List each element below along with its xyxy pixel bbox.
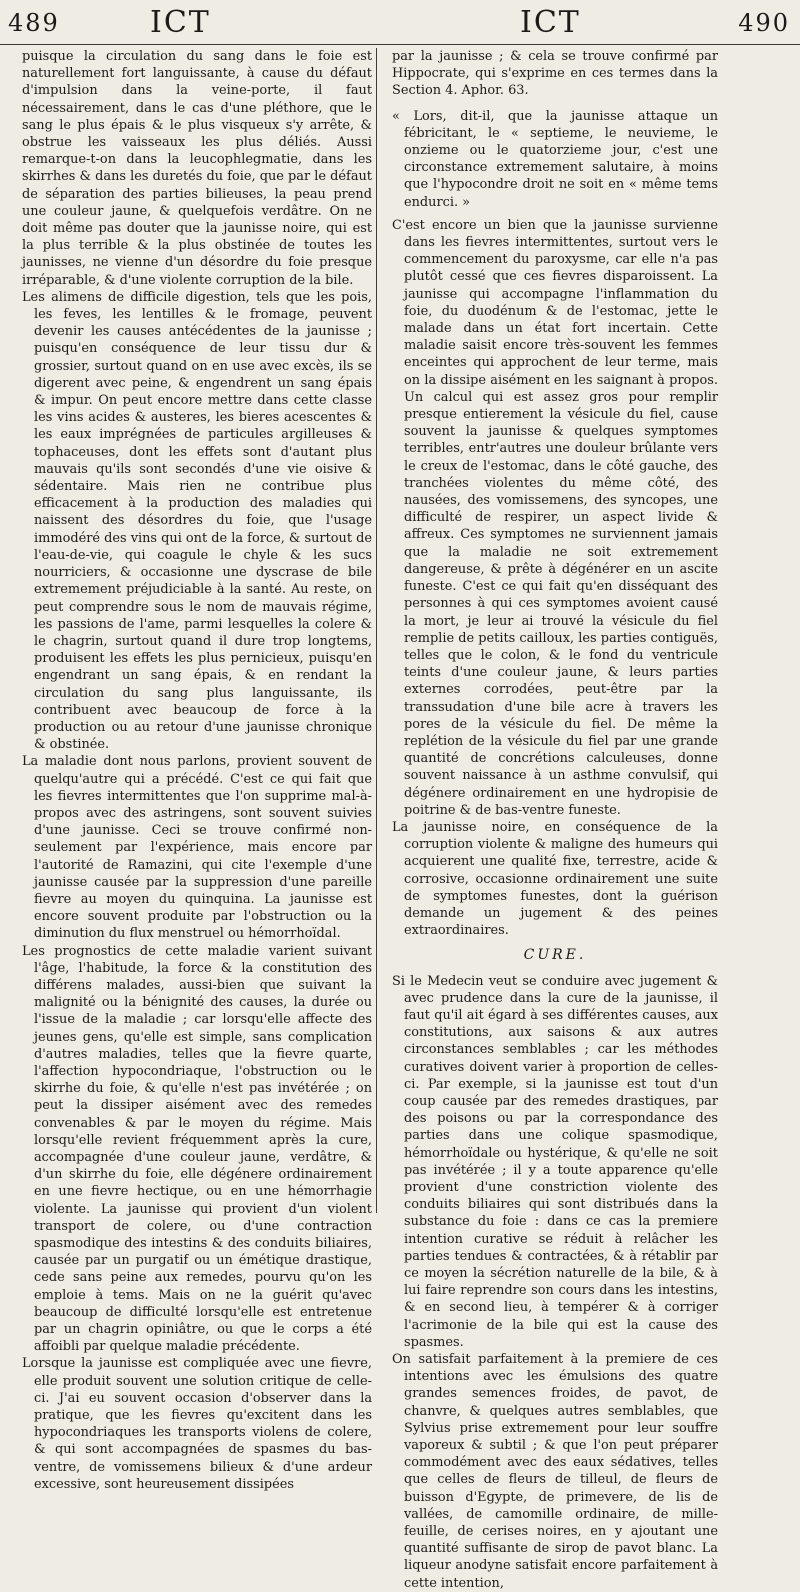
page-header: [0, 4, 800, 45]
left-page-number: 489: [8, 9, 60, 37]
right-page-number: 490: [738, 9, 790, 37]
left-paragraph-1: puisque la circulation du sang dans le foie est naturellement fort languissante, à cause du défaut d'impulsion dans la veine-porte, il faut nécessairement, dans le cas d'une pléthore, que le sang le plus épais & le plus visqueux s'y arrête, & obstrue les vaisseaux les plus déliés. Aussi remarque-t-on dans la leucophlegmatie, dans les skirrhes & dans les duretés du foie, que par le défaut de séparation des parties bilieuses, la peau prend une couleur jaune, & quelquefois verdâtre. On ne doit même pas douter que la jaunisse noire, qui est la plus terrible & la plus obstinée de toutes les jaunisses, ne vienne d'un désordre du foie presque irréparable, & d'une violente corruption de la bile.: [22, 49, 372, 288]
left-paragraph-2: Les alimens de difficile digestion, tels que les pois, les feves, les lentilles & le fromage, peuvent devenir les causes antécédentes de la jaunisse ; puisqu'en conséquence de leur tissu dur & grossier, surtout quand on en use avec excès, ils se digerent avec peine, & engendrent un sang épais & impur. On peut encore mettre dans cette classe les vins acides & austeres, les bieres acescentes & les eaux imprégnées de particules argilleuses & tophaceuses, dont les effets sont d'autant plus mauvais qu'ils sont secondés d'une vie oisive & sédentaire. Mais rien ne contribue plus efficacement à la production des maladies qui naissent des désordres du foie, que l'usage immodéré des vins qui ont de la force, & surtout de l'eau-de-vie, qui coagule le chyle & les sucs nourriciers, & occasionne une dyscrase de bile extremement préjudiciable à la santé. Au reste, on peut comprendre sous le nom de mauvais régime, les passions de l'ame, parmi lesquelles la colere & le chagrin, surtout quand il dure trop longtems, produisent les effets les plus pernicieux, puisqu'en engendrant un sang épais, & en rendant la circulation du sang plus languissante, ils contribuent avec beaucoup de force à la production ou au retour d'une jaunisse chronique & obstinée.: [22, 289, 372, 753]
left-column: [22, 48, 372, 1492]
right-running-head: ICT: [520, 5, 581, 40]
left-paragraph-4: Les prognostics de cette maladie varient suivant l'âge, l'habitude, la force & la constitution des différens malades, aussi-bien que suivant la malignité ou la bénignité des causes, la durée ou l'issue de la maladie ; car lorsqu'elle affecte des jeunes gens, qu'elle est simple, sans complication d'autres maladies, telles que la fievre quarte, l'affection hypocondriaque, l'obstruction ou le skirrhe du foie, & qu'elle n'est pas invétérée ; on peut la dissiper aisément avec des remedes convenables & par le moyen du régime. Mais lorsqu'elle revient fréquemment après la cure, accompagnée d'une couleur jaune, verdâtre, & d'un skirrhe du foie, elle dégénere ordinairement en une fievre hectique, ou en une hémorrhagie violente. La jaunisse qui provient d'un violent transport de colere, ou d'une contraction spasmodique des intestins & des conduits biliaires, causée par un purgatif ou un émétique drastique, cede sans peine aux remedes, pourvu qu'on les emploie à tems. Mais on ne la guérit qu'avec beaucoup de difficulté lorsqu'elle est entretenue par un chagrin opiniâtre, ou que le corps a été affoibli par quelque maladie précédente.: [22, 943, 372, 1355]
column-divider: [376, 48, 377, 1213]
cure-paragraph-2: On satisfait parfaitement à la premiere de ces intentions avec les émulsions des quatre grandes semences froides, de pavot, de chanvre, & quelques autres semblables, que Sylvius prise extremement pour leur souffre vaporeux & subtil ; & que l'on peut préparer commodément avec des eaux sédatives, telles que celles de fleurs de tilleul, de fleurs de buisson d'Egypte, de primevere, de lis de vallées, de camomille ordinaire, de mille-feuille, de cerises noires, en y ajoutant une quantité suffisante de sirop de pavot blanc. La liqueur anodyne satisfait encore parfaitement à cette intention,: [392, 1352, 718, 1591]
left-paragraph-5: Lorsque la jaunisse est compliquée avec une fievre, elle produit souvent une solution critique de celle-ci. J'ai eu souvent occasion d'observer dans la pratique, que les fievres qu'excitent dans les hypocondriaques les transports violens de colere, & qui sont accompagnées de spasmes du bas-ventre, de vomissemens bilieux & d'une ardeur excessive, sont heureusement dissipées: [22, 1356, 372, 1492]
cure-paragraph-1: Si le Medecin veut se conduire avec jugement & avec prudence dans la cure de la jaunisse, il faut qu'il ait égard à ses différentes causes, aux constitutions, aux saisons & aux autres circonstances semblables ; car les méthodes curatives doivent varier à proportion de celles-ci. Par exemple, si la jaunisse est tout d'un coup causée par des remedes drastiques, par des poisons ou par la correspondance des parties dans une colique spasmodique, hémorrhoïdale ou hystérique, & qu'elle ne soit pas invétérée ; il y a toute apparence qu'elle provient d'une constriction violente des conduits biliaires qui sont distribués dans la substance du foie : dans ce cas la premiere intention curative se réduit à relâcher les parties tendues & contractées, & à rétablir par ce moyen la sécrétion naturelle de la bile, & à lui faire reprendre son cours dans les intestins, & en second lieu, à tempérer & à corriger l'acrimonie de la bile qui est la cause des spasmes.: [392, 973, 718, 1350]
cure-section-title: CURE.: [523, 947, 587, 964]
hippocrates-quote: « Lors, dit-il, que la jaunisse attaque un fébricitant, le « septieme, le neuvieme, le onzieme ou le quatorzieme jour, c'est une circonstance extremement salutaire, à moins que l'hypocondre droit ne soit en « même tems endurci. »: [392, 108, 718, 210]
left-paragraph-3: La maladie dont nous parlons, provient souvent de quelqu'autre qui a précédé. C'est ce qui fait que les fievres intermittentes que l'on supprime mal-à-propos avec des astringens, sont souvent suivies d'une jaunisse. Ceci se trouve confirmé non-seulement par l'expérience, mais encore par l'autorité de Ramazini, qui cite l'exemple d'une jaunisse causée par la suppression d'une pareille fievre au moyen du quinquina. La jaunisse est encore souvent produite par l'obstruction ou la diminution du flux menstruel ou hémorrhoïdal.: [22, 754, 372, 942]
left-running-head: ICT: [150, 5, 211, 40]
right-paragraph-1: C'est encore un bien que la jaunisse survienne dans les fievres intermittentes, surtout vers le commencement du paroxysme, car elle n'a pas plutôt cessé que ces fievres disparoissent. La jaunisse qui accompagne l'inflammation du foie, du duodénum & de l'estomac, jette le malade dans un état fort incertain. Cette maladie saisit encore très-souvent les femmes enceintes qui approchent de leur terme, mais on la dissipe aisément en les saignant à propos. Un calcul qui est assez gros pour remplir presque entierement la vésicule du fiel, cause souvent la jaunisse & quelques symptomes terribles, entr'autres une douleur brûlante vers le creux de l'estomac, dans le côté gauche, des tranchées violentes du même côté, des nausées, des vomissemens, des syncopes, une difficulté de respirer, un aspect livide & affreux. Ces symptomes ne surviennent jamais que la maladie ne soit extremement dangereuse, & prête à dégénérer en un ascite funeste. C'est ce qui fait qu'en disséquant des personnes à qui ces symptomes avoient causé la mort, je leur ai trouvé la vésicule du fiel remplie de petits cailloux, les parties contiguës, telles que le colon, & le fond du ventricule teints d'une couleur jaune, & leurs parties externes corrodées, peut-être par la transsudation d'une bile acre à travers les pores de la vésicule du fiel. De même la replétion de la vésicule du fiel par une grande quantité de concrétions calculeuses, donne souvent naissance à un asthme convulsif, qui dégénere ordinairement en une hydropisie de poitrine & de bas-ventre funeste.: [392, 217, 718, 818]
right-paragraph-2: La jaunisse noire, en conséquence de la corruption violente & maligne des humeurs qui acquierent une qualité fixe, terrestre, acide & corrosive, occasionne ordinairement une suite de symptomes funestes, dont la guérison demande un jugement & des peines extraordinaires.: [392, 819, 718, 939]
right-intro: par la jaunisse ; & cela se trouve confirmé par Hippocrate, qui s'exprime en ces termes dans la Section 4. Aphor. 63.: [392, 49, 718, 99]
right-column: [382, 48, 718, 1591]
